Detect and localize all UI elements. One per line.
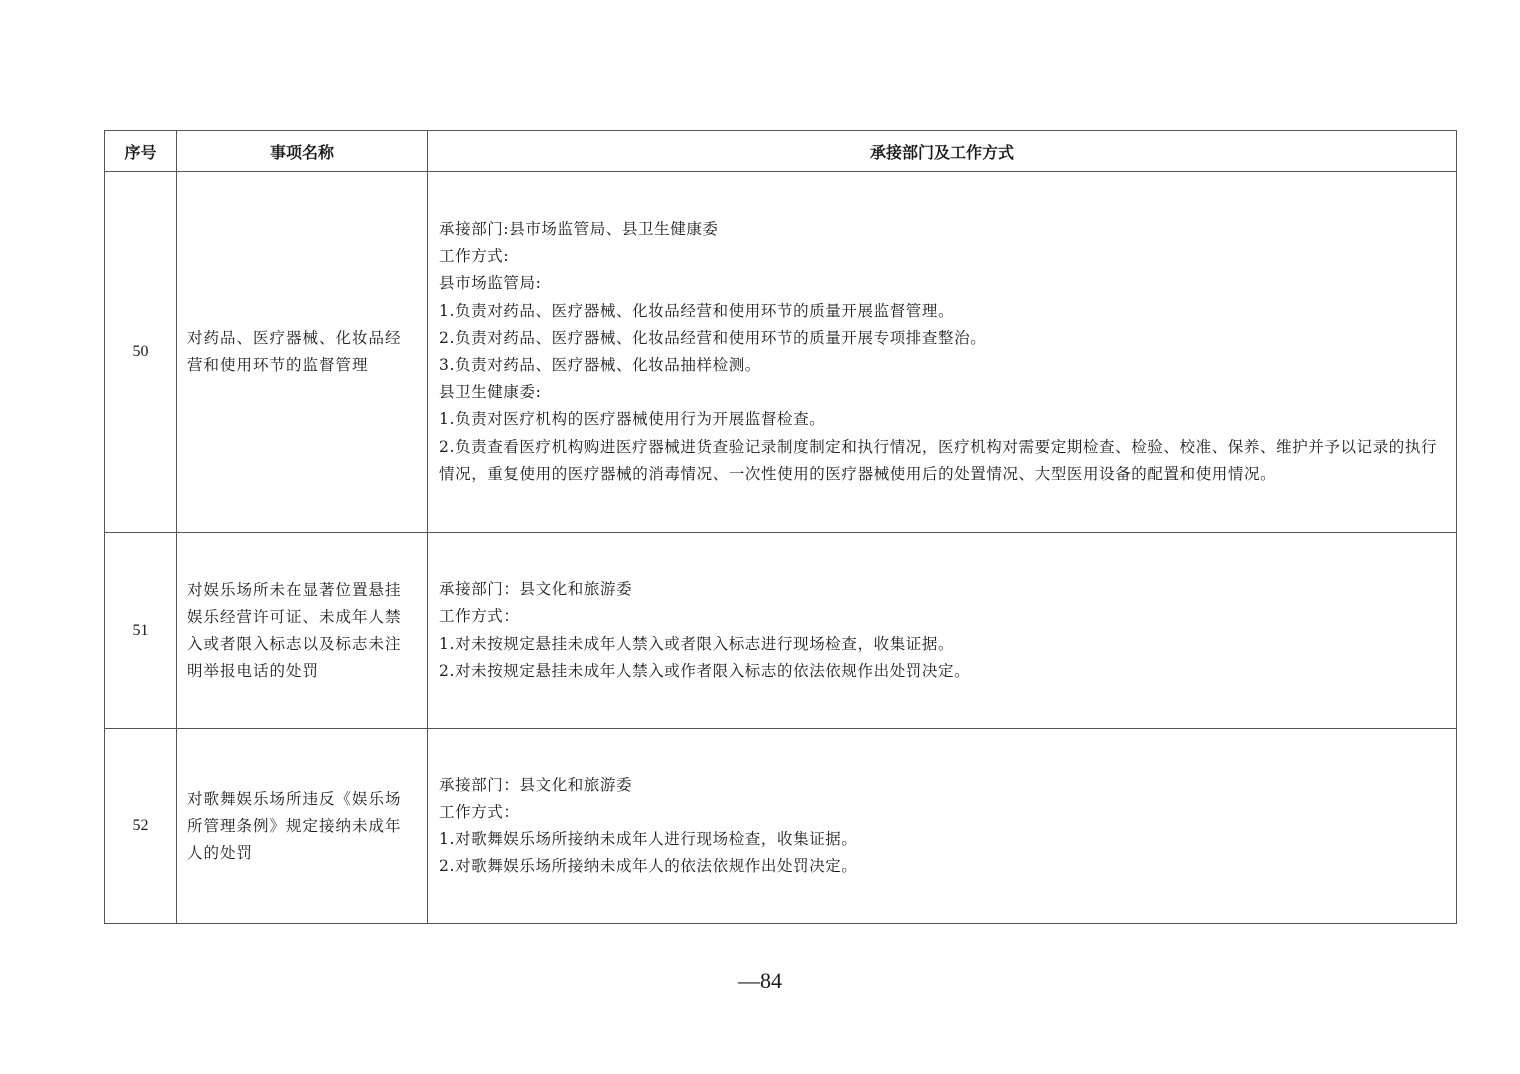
dept-line: 1.负责对医疗机构的医疗器械使用行为开展监督检查。 [439,410,826,429]
dept-line: 承接部门：县文化和旅游委 [439,775,633,794]
header-seq: 序号 [105,131,177,172]
dept-line: 2.负责对药品、医疗器械、化妆品经营和使用环节的质量开展专项排查整治。 [439,328,987,347]
dept-line: 工作方式： [439,802,520,821]
table-row [105,533,1457,729]
table-row [105,729,1457,924]
table-header-row [105,131,1457,172]
row-seq: 52 [105,729,177,924]
dept-line: 1.负责对药品、医疗器械、化妆品经营和使用环节的质量开展监督管理。 [439,301,955,320]
dept-line: 县卫生健康委: [439,383,542,402]
page-number: —84 [738,968,782,993]
row-item-name: 对歌舞娱乐场所违反《娱乐场所管理条例》规定接纳未成年人的处罚 [177,729,428,924]
dept-line: 2.负责查看医疗机构购进医疗器械进货查验记录制度制定和执行情况，医疗机构对需要定期检查、检验、校准、保养、维护并予以记录的执行情况，重复使用的医疗器械的消毒情况、一次性使用的医疗器械使用后的处置情况、大型医用设备的配置和使用情况。 [439,437,1438,483]
dept-line: 承接部门:县市场监管局、县卫生健康委 [439,219,719,238]
dept-line: 工作方式: [439,247,510,266]
dept-line: 工作方式： [439,607,520,626]
row-seq: 50 [105,172,177,533]
row-dept-method [428,533,1457,729]
dept-line: 2.对歌舞娱乐场所接纳未成年人的依法依规作出处罚决定。 [439,857,858,876]
dept-line: 承接部门：县文化和旅游委 [439,580,633,599]
row-dept-method [428,729,1457,924]
row-dept-method [428,172,1457,533]
row-item-name: 对娱乐场所未在显著位置悬挂娱乐经营许可证、未成年人禁入或者限入标志以及标志未注明举报电话的处罚 [177,533,428,729]
dept-line: 1.对歌舞娱乐场所接纳未成年人进行现场检查，收集证据。 [439,830,858,848]
dept-line: 县市场监管局: [439,274,542,293]
dept-line: 1.对未按规定悬挂未成年人禁入或者限入标志进行现场检查，收集证据。 [439,634,955,653]
header-dept: 承接部门及工作方式 [428,131,1457,172]
header-name: 事项名称 [177,131,428,172]
dept-line: 3.负责对药品、医疗器械、化妆品抽样检测。 [439,356,761,374]
row-seq: 51 [105,533,177,729]
dept-line: 2.对未按规定悬挂未成年人禁入或作者限入标志的依法依规作出处罚决定。 [439,661,971,680]
items-table [104,130,1457,924]
table-row [105,172,1457,533]
row-item-name: 对药品、医疗器械、化妆品经营和使用环节的监督管理 [177,172,428,533]
